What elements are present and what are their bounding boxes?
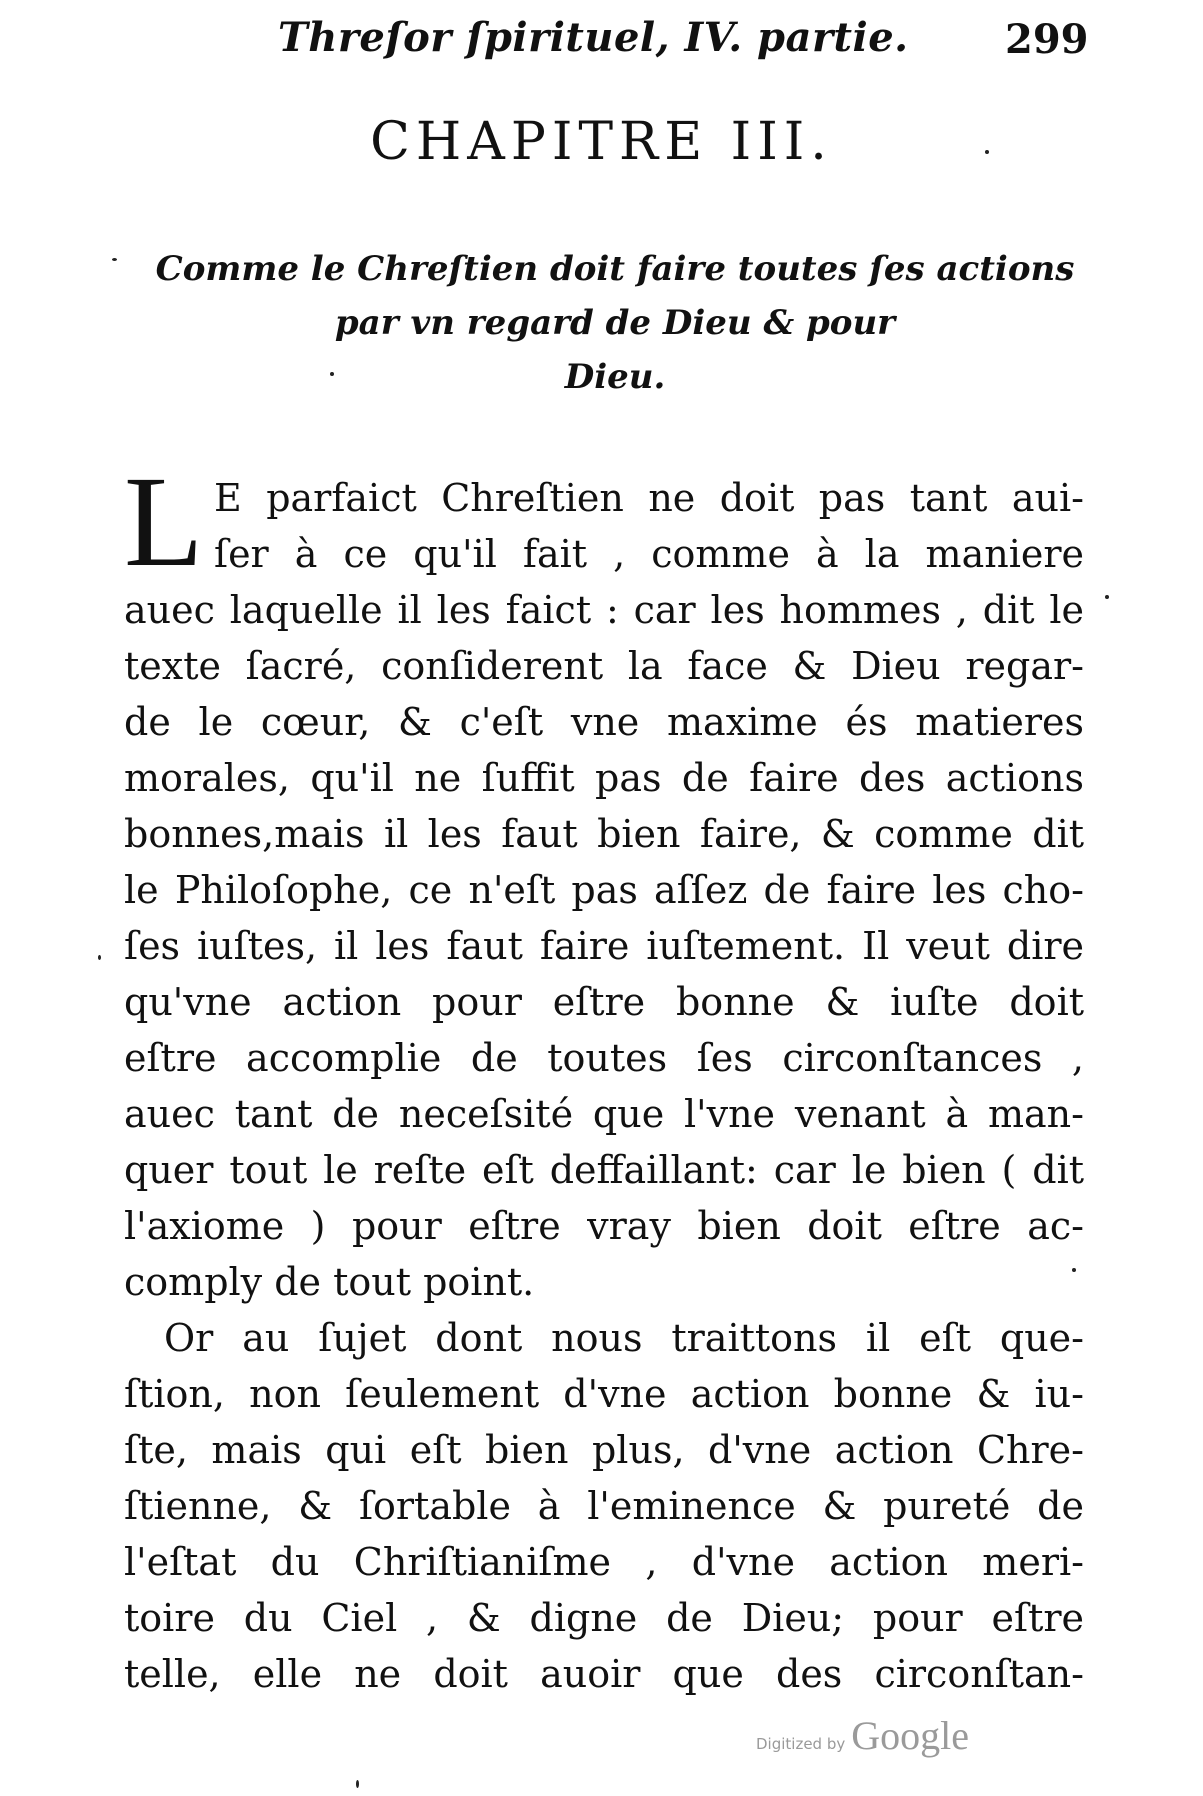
subtitle-line: par vn regard de Dieu & pour xyxy=(334,303,896,343)
text-line: l'axiome ) pour eſtre vray bien doit eſtre ac- xyxy=(124,1204,1084,1248)
scan-speck xyxy=(1105,595,1109,599)
text-line: comply de tout point. xyxy=(124,1260,535,1304)
scan-speck xyxy=(112,258,117,261)
scan-speck xyxy=(1072,1268,1076,1272)
digitization-watermark xyxy=(756,1712,969,1759)
chapter-subtitle xyxy=(150,242,1080,404)
drop-cap: L xyxy=(124,450,204,594)
subtitle-line: Dieu. xyxy=(564,357,666,397)
text-line: le Philoſophe, ce n'eſt pas aſſez de faire les cho- xyxy=(124,868,1084,912)
text-line: qu'vne action pour eſtre bonne & iuſte doit xyxy=(124,980,1084,1024)
text-line: ſtion, non ſeulement d'vne action bonne & iu- xyxy=(124,1372,1084,1416)
chapter-heading: CHAPITRE III. xyxy=(370,112,833,172)
running-head xyxy=(0,14,1203,74)
text-line: toire du Ciel , & digne de Dieu; pour eſtre xyxy=(124,1596,1084,1640)
text-line: E parfaict Chreſtien ne doit pas tant aui- xyxy=(214,476,1084,520)
text-line: telle, elle ne doit auoir que des circonſtan- xyxy=(124,1652,1084,1696)
text-line: quer tout le reſte eſt deffaillant: car le bien ( dit xyxy=(124,1148,1084,1192)
text-line: ſes iuſtes, il les faut faire iuſtement. Il veut dire xyxy=(124,924,1084,968)
page-number: 299 xyxy=(1005,16,1089,63)
running-title: Threſor ſpirituel, IV. partie. xyxy=(278,14,909,61)
text-line: auec laquelle il les faict : car les hommes , dit le xyxy=(124,588,1084,632)
watermark-brand: Google xyxy=(851,1713,970,1758)
text-line: l'eſtat du Chriſtianiſme , d'vne action meri- xyxy=(124,1540,1084,1584)
text-line: ſte, mais qui eſt bien plus, d'vne action Chre- xyxy=(124,1428,1084,1472)
scan-speck xyxy=(330,372,334,376)
text-line: auec tant de neceſsité que l'vne venant à man- xyxy=(124,1092,1084,1136)
text-line: texte ſacré, conſiderent la face & Dieu regar- xyxy=(124,644,1084,688)
watermark-prefix: Digitized by xyxy=(756,1735,846,1753)
paragraph-1 xyxy=(124,450,1084,1310)
scan-speck xyxy=(985,150,989,154)
paragraph-2 xyxy=(124,1310,1084,1702)
text-line: eſtre accomplie de toutes ſes circonſtances , xyxy=(124,1036,1084,1080)
text-line: Or au ſujet dont nous traittons il eſt que- xyxy=(164,1316,1084,1360)
text-line: bonnes,mais il les faut bien faire, & comme dit xyxy=(124,812,1084,856)
scan-speck xyxy=(356,1780,359,1788)
body-text xyxy=(124,450,1084,1702)
subtitle-line: Comme le Chreſtien doit faire toutes ſes actions xyxy=(155,249,1075,289)
text-line: ſer à ce qu'il fait , comme à la maniere xyxy=(214,532,1084,576)
scan-speck xyxy=(98,955,101,960)
text-line: de le cœur, & c'eſt vne maxime és matieres xyxy=(124,700,1084,744)
text-line: morales, qu'il ne ſuffit pas de faire des actions xyxy=(124,756,1084,800)
text-line: ſtienne, & ſortable à l'eminence & pureté de xyxy=(124,1484,1084,1528)
